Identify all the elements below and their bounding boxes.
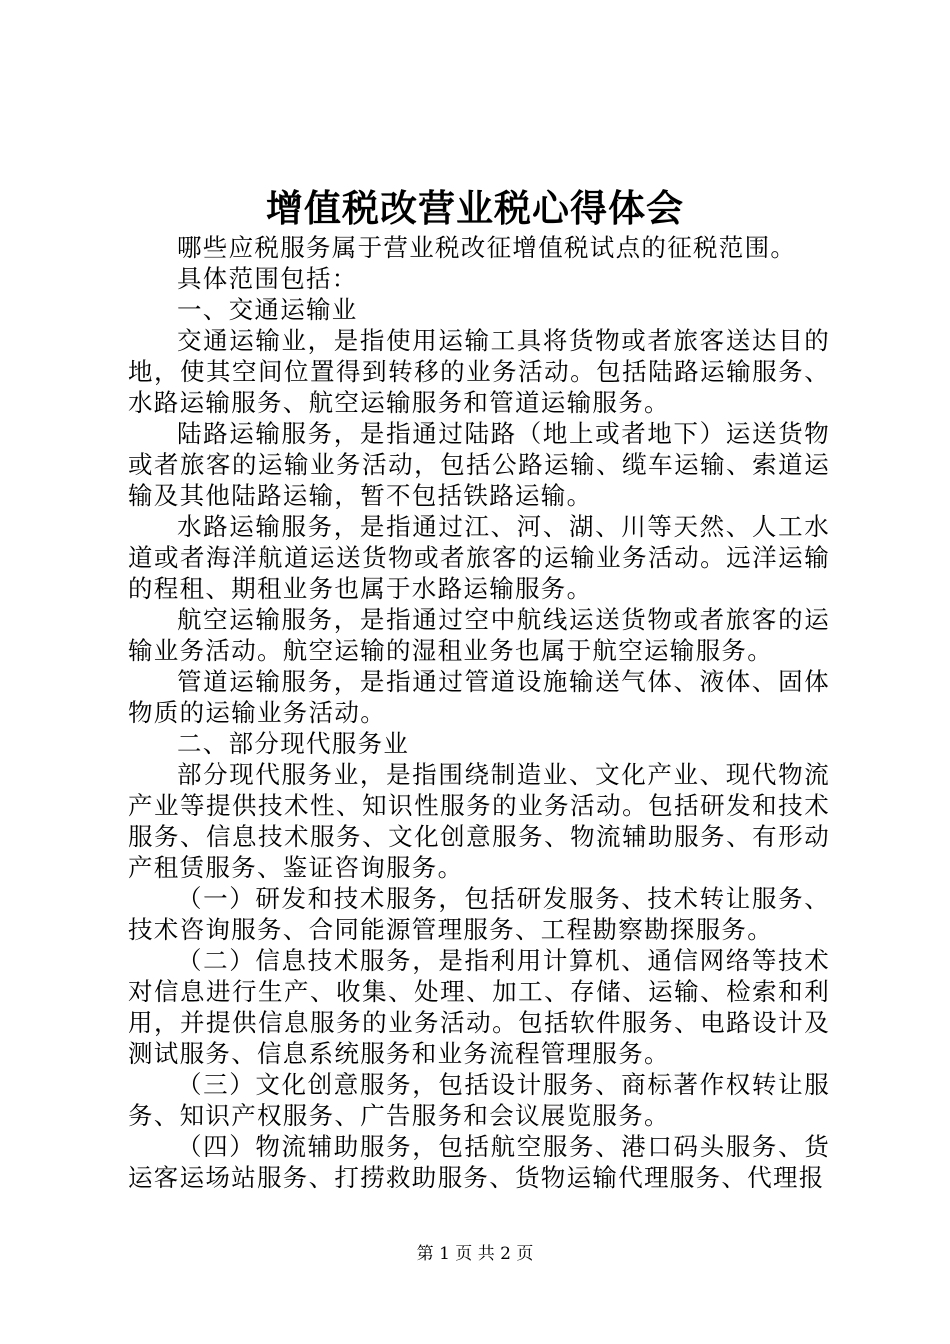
paragraph: 陆路运输服务，是指通过陆路（地上或者地下）运送货物或者旅客的运输业务活动，包括公路运输、缆车运输、索道运输及其他陆路运输，暂不包括铁路运输。 — [128, 419, 830, 510]
page-title: 增值税改营业税心得体会 — [266, 186, 684, 230]
paragraph: （二）信息技术服务，是指利用计算机、通信网络等技术对信息进行生产、收集、处理、加工、存储、运输、检索和利用，并提供信息服务的业务活动。包括软件服务、电路设计及测试服务、信息系统服务和业务流程管理服务。 — [128, 946, 830, 1068]
paragraph: 具体范围包括： — [177, 264, 358, 293]
paragraph: （四）物流辅助服务，包括航空服务、港口码头服务、货运客运场站服务、打捞救助服务、货物运输代理服务、代理报 — [128, 1132, 830, 1192]
paragraph: 哪些应税服务属于营业税改征增值税试点的征税范围。 — [177, 233, 797, 262]
paragraph: （三）文化创意服务，包括设计服务、商标著作权转让服务、知识产权服务、广告服务和会议展览服务。 — [128, 1070, 830, 1130]
page-footer: 第 1 页 共 2 页 — [416, 1244, 534, 1264]
paragraph: 交通运输业，是指使用运输工具将货物或者旅客送达目的地，使其空间位置得到转移的业务活动。包括陆路运输服务、水路运输服务、航空运输服务和管道运输服务。 — [128, 326, 830, 417]
section-heading: 二、部分现代服务业 — [177, 729, 410, 758]
paragraph: 部分现代服务业，是指围绕制造业、文化产业、现代物流产业等提供技术性、知识性服务的业务活动。包括研发和技术服务、信息技术服务、文化创意服务、物流辅助服务、有形动产租赁服务、鉴证咨询服务。 — [128, 760, 830, 882]
paragraph: 管道运输服务，是指通过管道设施输送气体、液体、固体物质的运输业务活动。 — [128, 667, 830, 727]
paragraph: （一）研发和技术服务，包括研发服务、技术转让服务、技术咨询服务、合同能源管理服务、工程勘察勘探服务。 — [128, 884, 830, 944]
paragraph: 水路运输服务，是指通过江、河、湖、川等天然、人工水道或者海洋航道运送货物或者旅客的运输业务活动。远洋运输的程租、期租业务也属于水路运输服务。 — [128, 512, 830, 603]
section-heading: 一、交通运输业 — [177, 295, 358, 324]
paragraph: 航空运输服务，是指通过空中航线运送货物或者旅客的运输业务活动。航空运输的湿租业务也属于航空运输服务。 — [128, 605, 830, 665]
document-body — [128, 232, 830, 1193]
